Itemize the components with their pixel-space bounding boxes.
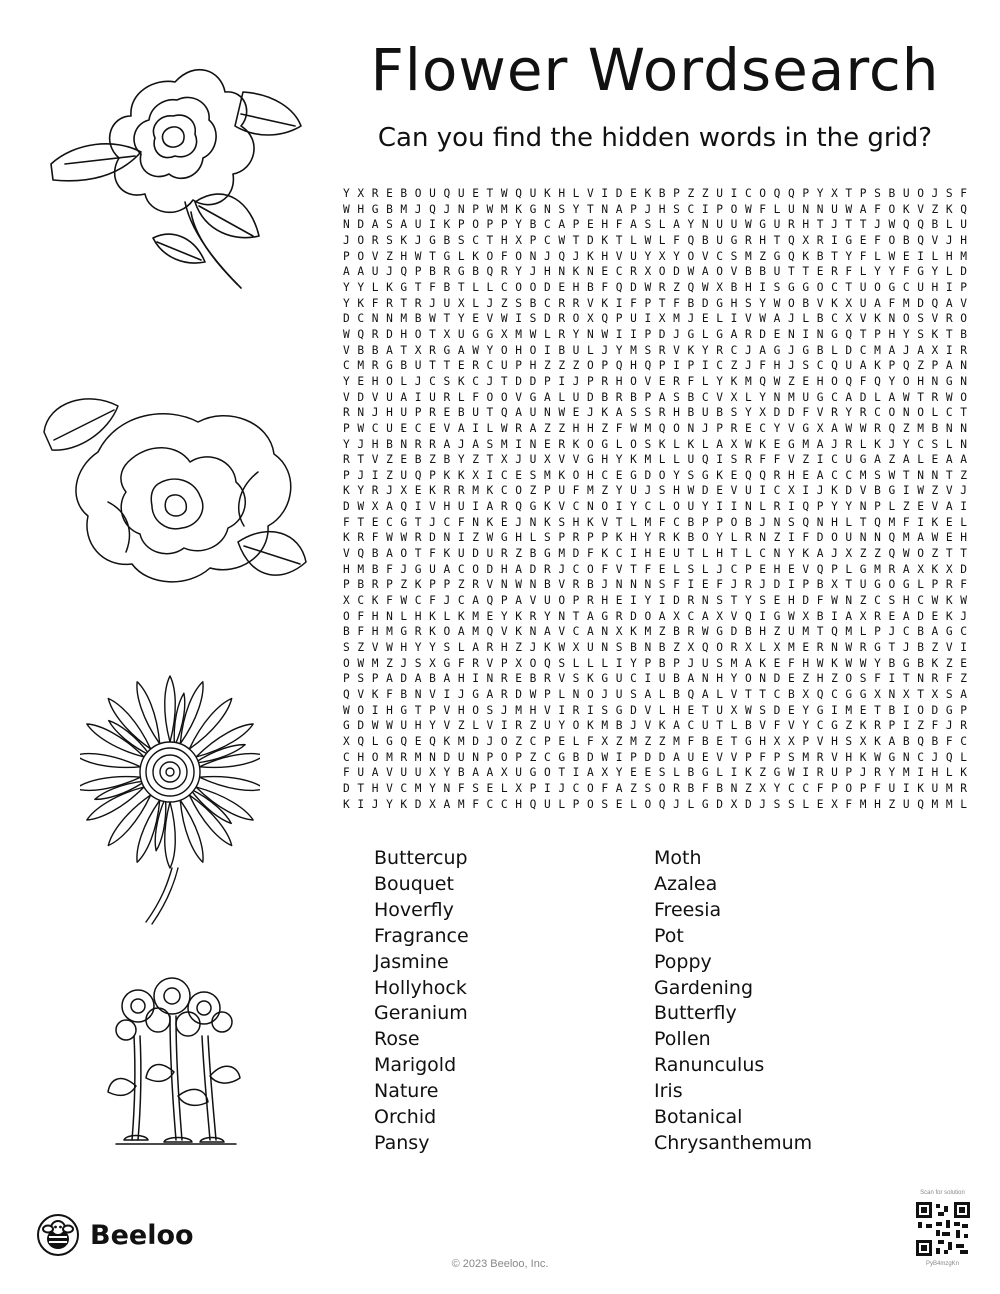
grid-row: K I J Y K D X A M F C C H Q U L P O S E L O Q J L G D X D J S S L E X F M H Z U Q M M L — [343, 797, 967, 811]
word-list-item: Botanical — [654, 1106, 743, 1129]
word-list-item: Nature — [374, 1080, 439, 1103]
grid-row: P W C U E C E V A I L W R A Z Z H H Z F W M Q O N J P R E C Y V G X A W W R Q Z M B N N — [343, 421, 967, 435]
word-list-right — [654, 846, 812, 1157]
word-list-item: Fragrance — [374, 924, 469, 947]
word-list-item: Buttercup — [374, 847, 468, 869]
grid-row: F U A V U U X Y B A A X U G O T I A X Y E E S L B G L I K Z G W I R U P J R Y M I H L K — [343, 766, 967, 780]
gardenia-icon — [45, 52, 305, 292]
grid-row: S Z V W H Y Y S L A R H Z J K W X U N S B N B Z X Q O R X L X M E R N W R G T J B Z V I — [343, 641, 967, 655]
word-list-item: Orchid — [374, 1106, 437, 1129]
word-list-item: Azalea — [654, 872, 718, 895]
grid-row: C H O M R M N D U N P O P Z C G B D W I P D D A U E V V P F P S M R V H K W G N C J Q L — [343, 750, 967, 764]
grid-row: P O V Z H W T G L K O F O N J Q J K H V U Y X Y O V C S M Z G Q K B T Y F L W E I L H M — [343, 249, 967, 263]
grid-row: X Q L G Q E Q K M D J O Z C P E L F X Z M Z Z M F B E T G H X X P V H S X K A B Q B F C — [343, 734, 967, 748]
grid-row: C M R G B U T T E R C U P H Z Z Z O P Q H Q P I P I C Z J F H J S C Q U A K P Q Z P A N — [343, 359, 967, 373]
grid-row: Y X R E B O U Q U E T W Q U K H L V I D E K B P Z Z U I C O Q Q P Y X T P S B U O J S F — [343, 187, 967, 200]
grid-row: F T E C G T J C F N K E J N K S H K V T L M F C B P P O B J N S Q N H L T Q M F I K E L — [343, 515, 967, 529]
word-list-item: Hollyhock — [374, 976, 467, 999]
grid-row: K R F W W R D N I Z W G H L S P R P P K H Y R K B O Y L R N Z I F D O U N N Q M A W E H — [343, 531, 967, 545]
grid-row: D T H V C M Y N F S E L X P I J C O F A Z S O R B F B N Z X Y C C F P O P F U I K U M R — [343, 781, 967, 795]
grid-row: V D V U A I U R L F O O V G A L U D B R B P A S B C V X L Y N M U G C A D L A W T R W O — [343, 390, 967, 404]
grid-row: J O R S K J G B S C T H X P C W T D K T L W L F Q B U G R H T Q X R I G E F O B Q V J H — [343, 233, 967, 247]
grid-row: R T V Z E B Z B Y Z T X J U X V V G H Y K M L L U Q I S R F F V Z I C U G A Z A L E A A — [343, 453, 967, 467]
bee-icon — [36, 1213, 80, 1257]
grid-row: B F H M G R K O A M Q V K N A V C A N X K M Z B R W G D B H Z U M T Q M L P J C B A G C — [343, 625, 967, 639]
grid-row: O W M Z J S X G F R V P X O Q S L L L I Y P B P J U S M A K E F H W K W W Y B G B K Z E — [343, 656, 967, 670]
grid-row: R N J H U P R E B U T Q A U N W E J K A S S R H B U B S Y X D D F V R Y R C O N O L C T — [343, 406, 967, 420]
word-list-item: Gardening — [654, 976, 754, 999]
grid-row: Y J H B N R R A J A S M I N E R K O G L O S K L K L A X W K E G M A J R L K J Y C S L N — [343, 437, 967, 451]
word-list-item: Poppy — [654, 950, 712, 973]
word-list-item: Rose — [374, 1028, 420, 1051]
letter-grid — [343, 186, 967, 812]
word-list-item: Bouquet — [374, 872, 454, 895]
grid-row: H M B F J G U A C O D H A D R J C O F V T F E L S L J C P E H E V Q P L G M R A X K X D — [343, 562, 967, 576]
grid-row: P S P A D A B A H I N R E B R V S K G U C I U B A N H Y O N D E Z H Z O S F I T N R F Z — [343, 672, 967, 686]
logo-text: Beeloo — [90, 1219, 194, 1251]
grid-row: X C K F W C F J C A Q P A V U O P R H E I Y I D R N S T Y S E H D F W N Z C S H C W K W — [343, 594, 967, 608]
qr-caption-top: Scan for solution — [920, 1190, 965, 1196]
word-list-item: Iris — [654, 1080, 683, 1103]
grid-row: W O I H G T P V H O S J M H V I R I S G D V L H E T U X W S D E Y G I M E T B I O D G P — [343, 703, 967, 717]
grid-row: Q V K F B N V I J G A R D W P L N O J U S A L B Q A L V T T C B X Q C G G X N X T X S A — [343, 688, 967, 701]
word-list-item: Geranium — [374, 1002, 468, 1025]
page-title: Flower Wordsearch — [370, 36, 940, 104]
grid-row: D W X A Q I V H U I A R Q G K V C N O I Y C L O U Y I I N L R I Q P Y Y N P L Z E V A I — [343, 500, 967, 514]
grid-row: W H G B M J Q J N P W M K G N S Y T N A P J H S C I P O W F L U N N U W A F O K V Z K Q — [343, 202, 967, 216]
grid-row: V B B A T X R G A W Y O H O I B U L J Y M S R V K Y R C J A G J G B L D C M A J A X I R — [343, 343, 967, 357]
word-list-left — [374, 846, 469, 1157]
word-list-item: Ranunculus — [654, 1054, 765, 1077]
grid-row: Y K F R T R J U X L J Z S B C R R V K I F P T F B D G H S Y W O B V K X U A F M D Q A V — [343, 296, 967, 310]
word-list-item: Chrysanthemum — [654, 1131, 813, 1154]
grid-row: Y Y L K G T F B T L L C O O D E H B F Q D W R Z Q W X B H I S G G O C T U O G C U H I P — [343, 280, 967, 294]
grid-row: Y E H O L J C S K C J T D D P I J P R H O V E R F L Y K M Q W Z E H O Q F Q Y O H N G N — [343, 374, 967, 388]
copyright: © 2023 Beeloo, Inc. — [451, 1258, 549, 1270]
flower-bunch-icon — [104, 976, 248, 1152]
grid-row: K Y R J X E K R R M K C O Z P U F M Z Y U J S H W D E V U I C X I J K D V B G I W Z V J — [343, 484, 967, 498]
grid-row: P J I Z U Q P K K X I C E S M K O H C E G D O Y S G K E Q Q R H E A C C M S W T N N T Z — [343, 468, 967, 482]
word-list-item: Pollen — [654, 1028, 711, 1051]
camellia-icon — [38, 392, 308, 592]
grid-row: O F H N L H K L K M E Y K R Y N T A G R D O A X C A X V Q I G W X B I A X R E A D E K J — [343, 609, 967, 623]
grid-row: D C N N M B W T Y E V W I S D R O X Q P U I X M J E L I V W A J L B C X V K N O S V R O — [343, 312, 967, 326]
daisy-icon — [80, 672, 260, 928]
grid-row: V Q B A O T F K U D U R Z B G M D F K C I H E U T L H T L C N Y K A J X Z Z Q W O Z T T — [343, 547, 967, 561]
grid-row: P B R P Z K P P Z R V N W N B V R B J N N N S F I E F J R J D I P B X T U G O G L P R F — [343, 578, 967, 592]
word-list-item: Marigold — [374, 1054, 457, 1077]
qr-caption-bottom: PyB4mzgKn — [925, 1261, 959, 1267]
brand-logo — [36, 1213, 194, 1257]
page-subtitle: Can you find the hidden words in the grid? — [377, 123, 933, 153]
word-list-item: Moth — [654, 847, 702, 869]
grid-row: A A U J Q P B R G B Q R Y J H N K N E C R X O D W A O V B B U T T E R F L Y Y F G Y L D — [343, 265, 967, 279]
grid-row: G D W W U H Y V Z L V I R Z U Y O K M B J V K A C U T L B V F V Y C G Z K R P I Z F J R — [343, 719, 967, 733]
qr-code-icon[interactable] — [916, 1202, 970, 1256]
word-list-item: Butterfly — [654, 1002, 737, 1025]
word-list-item: Jasmine — [374, 950, 449, 973]
word-list-item: Hoverfly — [374, 898, 454, 921]
word-list-item: Freesia — [654, 898, 722, 921]
grid-row: W Q R D H O T X U G G X M W L R Y N W I I P D J G L G A R D E N I N G Q T P H Y S K T B — [343, 327, 967, 341]
word-list-item: Pansy — [374, 1131, 430, 1154]
grid-row: N D A S A U I K P O P P Y B C A P E H F A S L A Y N U U W G U R H T J T T J W Q Q B L U — [343, 218, 967, 232]
word-list-item: Pot — [654, 924, 684, 947]
